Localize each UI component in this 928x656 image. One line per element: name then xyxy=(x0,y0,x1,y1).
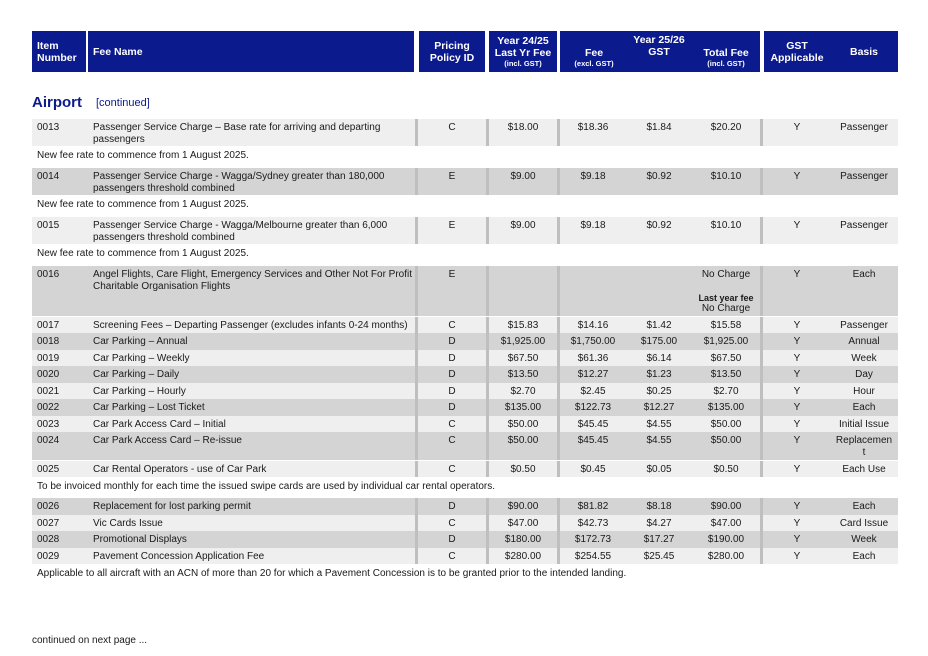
cell-last: $9.00 xyxy=(510,171,536,182)
cell-policy: C xyxy=(448,419,456,430)
header-gst-applicable: GST Applicable xyxy=(764,31,830,72)
header-last-yr-fee: Year 24/25 Last Yr Fee (incl. GST) xyxy=(489,31,557,72)
cell-total: $135.00 xyxy=(707,402,745,413)
cell-gst: $0.05 xyxy=(646,464,672,475)
fee-note: New fee rate to commence from 1 August 2025. xyxy=(37,199,249,210)
cell-item: 0023 xyxy=(37,419,60,430)
column-separator xyxy=(415,461,418,477)
cell-basis: Hour xyxy=(853,386,875,397)
cell-item: 0017 xyxy=(37,320,60,331)
cell-gst: $0.92 xyxy=(646,220,672,231)
cell-gst-app: Y xyxy=(793,353,801,364)
column-separator xyxy=(415,399,418,416)
column-separator xyxy=(760,168,763,195)
cell-last: $15.83 xyxy=(507,320,539,331)
column-separator xyxy=(415,531,418,548)
cell-fee: $81.82 xyxy=(577,501,609,512)
cell-item: 0025 xyxy=(37,464,60,475)
cell-total: $67.50 xyxy=(710,353,742,364)
cell-policy: D xyxy=(448,402,456,413)
column-separator xyxy=(486,266,489,316)
cell-total: $13.50 xyxy=(710,369,742,380)
cell-last: $1,925.00 xyxy=(500,336,546,347)
cell-fee: $0.45 xyxy=(580,464,606,475)
column-separator xyxy=(760,317,763,333)
column-separator xyxy=(760,515,763,531)
cell-last: $90.00 xyxy=(507,501,539,512)
cell-fee: $2.45 xyxy=(580,386,606,397)
cell-gst: $4.55 xyxy=(646,435,672,446)
last-year-fee-value: No Charge xyxy=(701,303,751,314)
cell-total: $15.58 xyxy=(710,320,742,331)
cell-gst: $4.27 xyxy=(646,518,672,529)
cell-fee: $14.16 xyxy=(577,320,609,331)
cell-basis: Card Issue xyxy=(839,518,889,529)
cell-total: $47.00 xyxy=(710,518,742,529)
fee-note: New fee rate to commence from 1 August 2025. xyxy=(37,248,249,259)
column-separator xyxy=(760,350,763,366)
column-separator xyxy=(760,366,763,383)
column-separator xyxy=(557,266,560,316)
cell-last: $2.70 xyxy=(510,386,536,397)
section-title: Airport xyxy=(32,94,82,111)
cell-name: Car Park Access Card – Re-issue xyxy=(93,435,242,446)
cell-basis: Each xyxy=(852,501,876,512)
cell-last: $280.00 xyxy=(504,551,542,562)
cell-gst-app: Y xyxy=(793,419,801,430)
cell-policy: C xyxy=(448,320,456,331)
cell-basis: Passenger xyxy=(840,171,888,182)
cell-last: $13.50 xyxy=(507,369,539,380)
cell-gst-app: Y xyxy=(793,464,801,475)
cell-fee: $254.55 xyxy=(574,551,612,562)
cell-gst: $0.92 xyxy=(646,171,672,182)
column-separator xyxy=(760,266,763,316)
cell-gst-app: Y xyxy=(793,534,801,545)
cell-gst: $1.23 xyxy=(646,369,672,380)
cell-policy: D xyxy=(448,353,456,364)
cell-name: Passenger Service Charge - Wagga/Melbourne greater than 6,000 passengers threshold combined xyxy=(93,220,388,243)
cell-item: 0021 xyxy=(37,386,60,397)
cell-gst-app: Y xyxy=(793,336,801,347)
cell-policy: E xyxy=(448,220,456,231)
column-separator xyxy=(415,366,418,383)
cell-fee: $12.27 xyxy=(577,369,609,380)
column-separator xyxy=(760,461,763,477)
cell-name: Angel Flights, Care Flight, Emergency Services and Other Not For Profit Charitable Organisation Flights xyxy=(93,269,413,292)
column-separator xyxy=(415,217,418,244)
cell-last: $67.50 xyxy=(507,353,539,364)
cell-item: 0024 xyxy=(37,435,60,446)
cell-name: Replacement for lost parking permit xyxy=(93,501,251,512)
cell-policy: C xyxy=(448,551,456,562)
column-separator xyxy=(760,217,763,244)
cell-basis: Each xyxy=(852,402,876,413)
cell-basis: Each xyxy=(852,551,876,562)
cell-policy: D xyxy=(448,386,456,397)
cell-last: $18.00 xyxy=(507,122,539,133)
header-fee-name: Fee Name xyxy=(88,31,414,72)
cell-total: $190.00 xyxy=(707,534,745,545)
cell-gst-app: Y xyxy=(793,501,801,512)
cell-gst-app: Y xyxy=(793,122,801,133)
cell-last: $180.00 xyxy=(504,534,542,545)
header-fee: Fee (excl. GST) xyxy=(560,31,628,72)
cell-name: Promotional Displays xyxy=(93,534,187,545)
cell-fee: $1,750.00 xyxy=(570,336,616,347)
cell-total: $1,925.00 xyxy=(703,336,749,347)
cell-total: $50.00 xyxy=(710,419,742,430)
cell-last: $50.00 xyxy=(507,435,539,446)
column-separator xyxy=(415,515,418,531)
cell-total: $280.00 xyxy=(707,551,745,562)
cell-item: 0029 xyxy=(37,551,60,562)
cell-item: 0027 xyxy=(37,518,60,529)
cell-gst-app: Y xyxy=(793,369,801,380)
cell-item: 0014 xyxy=(37,171,60,182)
cell-item: 0026 xyxy=(37,501,60,512)
cell-name: Car Park Access Card – Initial xyxy=(93,419,226,430)
cell-fee: $45.45 xyxy=(577,419,609,430)
cell-total: $20.20 xyxy=(710,122,742,133)
cell-name: Vic Cards Issue xyxy=(93,518,163,529)
cell-fee: $45.45 xyxy=(577,435,609,446)
cell-item: 0028 xyxy=(37,534,60,545)
column-separator xyxy=(415,383,418,399)
cell-last: $135.00 xyxy=(504,402,542,413)
header-item-number: Item Number xyxy=(32,31,86,72)
column-separator xyxy=(415,416,418,432)
cell-policy: C xyxy=(448,518,456,529)
cell-total: $10.10 xyxy=(710,171,742,182)
cell-name: Car Parking – Lost Ticket xyxy=(93,402,205,413)
cell-policy: C xyxy=(448,464,456,475)
cell-name: Car Parking – Hourly xyxy=(93,386,186,397)
column-separator xyxy=(760,531,763,548)
cell-basis: Day xyxy=(855,369,873,380)
cell-gst-app: Y xyxy=(793,551,801,562)
cell-name: Passenger Service Charge - Wagga/Sydney greater than 180,000 passengers threshold combined xyxy=(93,171,385,194)
cell-total: $2.70 xyxy=(713,386,739,397)
header-basis: Basis xyxy=(830,31,898,72)
cell-total: $0.50 xyxy=(713,464,739,475)
cell-item: 0022 xyxy=(37,402,60,413)
header-pricing-policy: Pricing Policy ID xyxy=(419,31,485,72)
cell-item: 0016 xyxy=(37,269,60,280)
cell-name: Screening Fees – Departing Passenger (excludes infants 0-24 months) xyxy=(93,320,408,331)
cell-total: $90.00 xyxy=(710,501,742,512)
cell-gst-app: Y xyxy=(793,171,801,182)
cell-basis: Week xyxy=(851,353,877,364)
column-separator xyxy=(760,383,763,399)
column-separator xyxy=(415,119,418,146)
column-separator xyxy=(760,399,763,416)
cell-policy: E xyxy=(448,171,456,182)
column-separator xyxy=(415,266,418,316)
cell-gst: $4.55 xyxy=(646,419,672,430)
last-year-fee-label: Last year fee xyxy=(698,293,754,303)
cell-basis: Each Use xyxy=(842,464,886,475)
cell-gst-app: Y xyxy=(793,402,801,413)
cell-gst-app: Y xyxy=(793,320,801,331)
cell-gst: $175.00 xyxy=(640,336,678,347)
cell-basis: Each xyxy=(852,269,876,280)
cell-gst: $8.18 xyxy=(646,501,672,512)
cell-item: 0015 xyxy=(37,220,60,231)
cell-last: $0.50 xyxy=(510,464,536,475)
column-separator xyxy=(415,432,418,460)
cell-name: Passenger Service Charge – Base rate for arriving and departing passengers xyxy=(93,122,381,145)
cell-gst-app: Y xyxy=(793,386,801,397)
cell-basis: Initial Issue xyxy=(838,419,890,430)
cell-gst: $1.84 xyxy=(646,122,672,133)
header-gst: Year 25/26 GST xyxy=(626,31,692,72)
cell-basis: Week xyxy=(851,534,877,545)
cell-policy: C xyxy=(448,122,456,133)
cell-basis: Passenger xyxy=(840,320,888,331)
column-separator xyxy=(760,416,763,432)
cell-name: Car Parking – Annual xyxy=(93,336,188,347)
column-separator xyxy=(760,498,763,515)
cell-policy: D xyxy=(448,336,456,347)
cell-gst-app: Y xyxy=(793,220,801,231)
cell-last: $47.00 xyxy=(507,518,539,529)
cell-gst-app: Y xyxy=(793,435,801,446)
cell-name: Car Parking – Weekly xyxy=(93,353,190,364)
column-separator xyxy=(415,317,418,333)
cell-item: 0013 xyxy=(37,122,60,133)
cell-total: $10.10 xyxy=(710,220,742,231)
cell-policy: D xyxy=(448,369,456,380)
cell-name: Car Rental Operators - use of Car Park xyxy=(93,464,267,475)
cell-policy: E xyxy=(448,269,456,280)
cell-fee: $42.73 xyxy=(577,518,609,529)
cell-name: Pavement Concession Application Fee xyxy=(93,551,265,562)
cell-policy: C xyxy=(448,435,456,446)
footer-continued: continued on next page ... xyxy=(32,635,148,646)
cell-basis: Passenger xyxy=(840,122,888,133)
cell-policy: D xyxy=(448,534,456,545)
column-separator xyxy=(760,432,763,460)
cell-item: 0019 xyxy=(37,353,60,364)
cell-item: 0018 xyxy=(37,336,60,347)
cell-gst-app: Y xyxy=(793,269,801,280)
column-separator xyxy=(415,333,418,350)
cell-policy: D xyxy=(448,501,456,512)
cell-item: 0020 xyxy=(37,369,60,380)
column-separator xyxy=(760,548,763,564)
fee-note: New fee rate to commence from 1 August 2025. xyxy=(37,150,249,161)
cell-gst: $12.27 xyxy=(643,402,675,413)
cell-fee: $18.36 xyxy=(577,122,609,133)
fee-note: Applicable to all aircraft with an ACN of more than 20 for which a Pavement Concession is to be granted prior to the intended landing. xyxy=(37,568,627,579)
column-separator xyxy=(415,168,418,195)
cell-gst: $17.27 xyxy=(643,534,675,545)
column-separator xyxy=(415,350,418,366)
cell-total: No Charge xyxy=(701,269,751,280)
column-separator xyxy=(760,119,763,146)
section-subtitle: [continued] xyxy=(96,97,150,109)
cell-fee: $9.18 xyxy=(580,171,606,182)
column-separator xyxy=(415,548,418,564)
cell-gst-app: Y xyxy=(793,518,801,529)
cell-basis: Replacemen t xyxy=(835,435,893,458)
cell-fee: $122.73 xyxy=(574,402,612,413)
cell-basis: Annual xyxy=(848,336,880,347)
cell-fee: $9.18 xyxy=(580,220,606,231)
column-separator xyxy=(415,498,418,515)
cell-gst: $1.42 xyxy=(646,320,672,331)
header-total-fee: Total Fee (incl. GST) xyxy=(692,31,760,72)
cell-name: Car Parking – Daily xyxy=(93,369,180,380)
cell-fee: $172.73 xyxy=(574,534,612,545)
cell-last: $50.00 xyxy=(507,419,539,430)
cell-gst: $25.45 xyxy=(643,551,675,562)
cell-gst: $6.14 xyxy=(646,353,672,364)
cell-total: $50.00 xyxy=(710,435,742,446)
cell-gst: $0.25 xyxy=(646,386,672,397)
cell-basis: Passenger xyxy=(840,220,888,231)
fee-note: To be invoiced monthly for each time the issued swipe cards are used by individual car rental operators. xyxy=(37,481,496,492)
column-separator xyxy=(760,333,763,350)
cell-last: $9.00 xyxy=(510,220,536,231)
cell-fee: $61.36 xyxy=(577,353,609,364)
